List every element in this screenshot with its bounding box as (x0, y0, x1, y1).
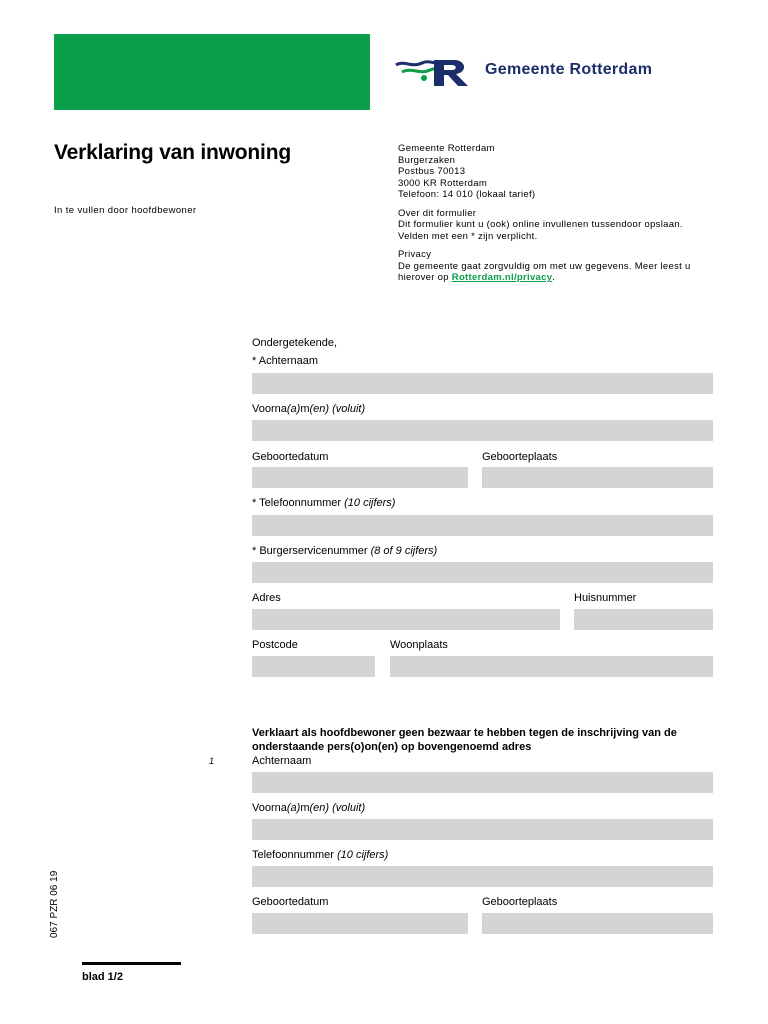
privacy-heading: Privacy (398, 249, 432, 260)
about-heading: Over dit formulier (398, 207, 477, 219)
about-form (398, 208, 718, 243)
person-first-names-label-main: Voorna (252, 802, 287, 814)
person-first-names-label-en: (en) (voluit) (309, 802, 366, 814)
footer-rule (82, 962, 181, 965)
bsn-field[interactable] (252, 562, 713, 583)
bsn-label-main: * Burgerservicenummer (252, 545, 371, 557)
person-birth-date-field[interactable] (252, 913, 468, 934)
contact-department: Burgerzaken (398, 154, 456, 166)
declaration-text: Verklaart als hoofdbewoner geen bezwaar te hebben tegen de inschrijving van de onderstaande pers(o)on(en) op bovengenoemd adres (252, 727, 677, 753)
postcode-field[interactable] (252, 656, 375, 677)
person-first-names-field[interactable] (252, 819, 713, 840)
person-first-names-label-a: (a) (286, 802, 301, 814)
first-names-label-en: (en) (voluit) (309, 403, 366, 415)
birth-place-field[interactable] (482, 467, 713, 488)
contact-city: 3000 KR Rotterdam (398, 177, 488, 189)
contact-name: Gemeente Rotterdam (398, 143, 495, 154)
contact-address (398, 143, 718, 201)
person-surname-field[interactable] (252, 772, 713, 793)
birth-place-label: Geboorteplaats (482, 451, 558, 463)
person-surname-label: Achternaam (252, 755, 312, 767)
privacy-block (398, 249, 718, 284)
first-names-label-m: m (300, 403, 310, 415)
privacy-prefix: hierover op (398, 272, 452, 283)
about-line-1: Dit formulier kunt u (ook) online invullenen tussendoor opslaan. (398, 219, 683, 230)
bsn-label (252, 545, 437, 557)
postcode-label: Postcode (252, 639, 298, 651)
address-label: Adres (252, 592, 281, 604)
document-title: Verklaring van inwoning (54, 141, 291, 164)
birth-date-field[interactable] (252, 467, 468, 488)
contact-pobox: Postbus 70013 (398, 166, 466, 177)
person-birth-place-label: Geboorteplaats (482, 896, 558, 908)
gemeente-rotterdam-logo (394, 56, 694, 90)
bsn-label-note: (8 of 9 cijfers) (370, 545, 438, 557)
surname-field[interactable] (252, 373, 713, 394)
header-green-bar (54, 34, 370, 110)
city-field[interactable] (390, 656, 713, 677)
person-phone-field[interactable] (252, 866, 713, 887)
surname-label: * Achternaam (252, 355, 319, 367)
phone-field[interactable] (252, 515, 713, 536)
about-line-2: Velden met een * zijn verplicht. (398, 230, 538, 242)
info-block (398, 143, 718, 291)
person-first-names-label (252, 802, 365, 814)
form-code: 067 PZR 06 19 (49, 870, 60, 938)
document-subtitle: In te vullen door hoofdbewoner (54, 205, 197, 216)
address-field[interactable] (252, 609, 560, 630)
contact-phone: Telefoon: 14 010 (lokaal tarief) (398, 189, 536, 200)
page-number: blad 1/2 (82, 971, 123, 983)
first-names-field[interactable] (252, 420, 713, 441)
privacy-line-2 (398, 272, 718, 284)
phone-label-note: (10 cijfers) (344, 497, 396, 509)
first-names-label-a: (a) (286, 403, 301, 415)
privacy-suffix: . (552, 272, 556, 283)
first-names-label (252, 403, 365, 415)
privacy-link[interactable]: Rotterdam.nl/privacy (451, 272, 553, 283)
person-phone-label (252, 849, 388, 861)
first-names-label-main: Voorna (252, 403, 287, 415)
person-phone-label-note: (10 cijfers) (337, 849, 389, 861)
city-label: Woonplaats (390, 639, 448, 651)
house-number-label: Huisnummer (574, 592, 637, 604)
person-birth-date-label: Geboortedatum (252, 896, 329, 908)
person-phone-label-main: Telefoonnummer (252, 849, 337, 861)
logo-text: Gemeente Rotterdam (485, 61, 653, 78)
person-birth-place-field[interactable] (482, 913, 713, 934)
house-number-field[interactable] (574, 609, 713, 630)
person-first-names-label-m: m (300, 802, 310, 814)
undersigned-label: Ondergetekende, (252, 337, 338, 349)
birth-date-label: Geboortedatum (252, 451, 329, 463)
person-number: 1 (209, 756, 215, 766)
phone-label (252, 497, 395, 509)
rotterdam-lion-flag-icon (394, 56, 476, 88)
privacy-line-1: De gemeente gaat zorgvuldig om met uw gegevens. Meer leest u (398, 260, 691, 272)
phone-label-main: * Telefoonnummer (252, 497, 345, 509)
